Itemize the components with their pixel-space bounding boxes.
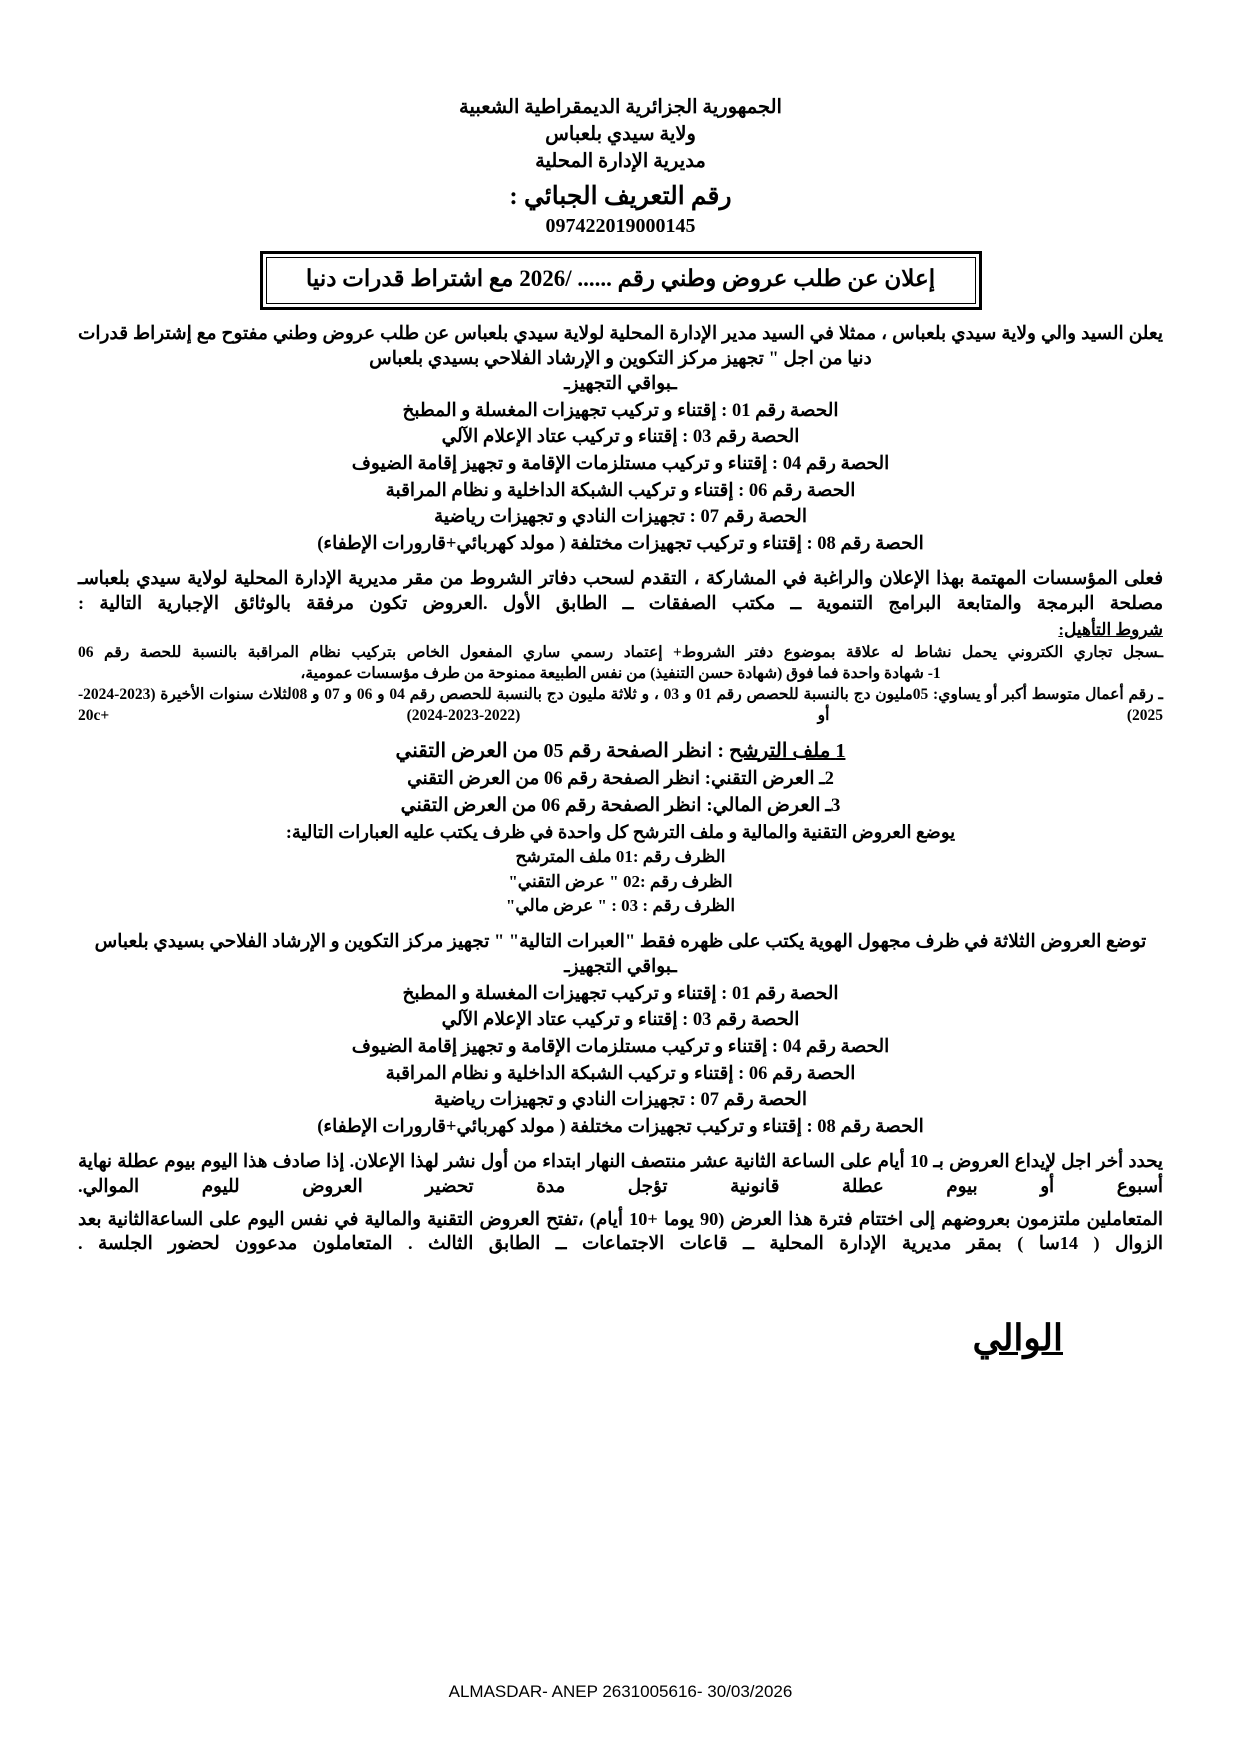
file-item-text: العرض المالي: انظر الصفحة رقم 06 من العرض التقني xyxy=(400,795,826,817)
lot-item: الحصة رقم 08 : إقتناء و تركيب تجهيزات مختلفة ( مولد كهربائي+قارورات الإطفاء) xyxy=(317,1116,924,1137)
envelope-item-3: الظرف رقم : 03 : " عرض مالي" xyxy=(505,895,736,915)
lot-item: الحصة رقم 04 : إقتناء و تركيب مستلزمات الإقامة و تجهيز إقامة الضيوف xyxy=(351,1036,890,1057)
lot-item: الحصة رقم 07 : تجهيزات النادي و تجهيزات رياضية xyxy=(434,1090,807,1111)
lot-item: الحصة رقم 08 : إقتناء و تركيب تجهيزات مختلفة ( مولد كهربائي+قارورات الإطفاء) xyxy=(317,533,924,554)
lot-item: الحصة رقم 03 : إقتناء و تركيب عتاد الإعلام الآلي xyxy=(441,1010,800,1031)
announcement-title: إعلان عن طلب عروض وطني رقم ...... /2026 مع اشتراط قدرات دنيا xyxy=(305,266,936,292)
envelope-item-1: الظرف رقم :01 ملف المترشح xyxy=(515,847,726,867)
intro-paragraph: يعلن السيد والي ولاية سيدي بلعباس ، ممثلا في السيد مدير الإدارة المحلية لولاية سيدي بلعباس عن طلب عروض وطني مفتوح مع إشتراط قدرات دنيا من اجل " تجهيز مركز التكوين و الإرشاد الفلاحي بسيدي بلعباس xyxy=(78,324,1163,369)
qualification-item: ـسجل تجاري الكتروني يحمل نشاط له علاقة بموضوع دفتر الشروط+ إعتماد رسمي ساري المفعول الخاص بتركيب نظام المراقبة بالنسبة للحصة رقم 06 xyxy=(78,644,1163,662)
document-sheet xyxy=(78,95,1163,1359)
deadline-paragraph-1: يحدد أخر اجل لإيداع العروض بـ 10 أيام على الساعة الثانية عشر منتصف النهار ابتداء من أول نشر لهذا الإعلان. إذا صادف هذا اليوم بيوم عطلة نهاية أسبوع أو بيوم عطلة قانونية تؤجل مدة تحضير العروض لليوم الموالي. xyxy=(78,1151,1163,1196)
outer-envelope-subtitle: ـبواقي التجهيزـ xyxy=(564,957,677,978)
signature-block xyxy=(78,1317,1163,1359)
lot-item: الحصة رقم 01 : إقتناء و تركيب تجهيزات المغسلة و المطبخ xyxy=(402,400,839,421)
signature-label: الوالي xyxy=(972,1317,1063,1358)
announcement-title-box-inner xyxy=(266,257,976,304)
header-republic: الجمهورية الجزائرية الديمقراطية الشعبية xyxy=(459,97,782,118)
header-nif-label: رقم التعريف الجبائي : xyxy=(509,182,732,210)
file-item-number: 3ـ xyxy=(825,795,841,817)
document-header xyxy=(78,95,1163,239)
lot-item: الحصة رقم 06 : إقتناء و تركيب الشبكة الداخلية و نظام المراقبة xyxy=(385,1063,856,1084)
header-wilaya: ولاية سيدي بلعباس xyxy=(545,123,696,145)
envelope-item-2: الظرف رقم :02 " عرض التقني" xyxy=(508,871,733,891)
header-directorate: مديرية الإدارة المحلية xyxy=(535,150,706,172)
lots-list-primary xyxy=(78,398,1163,558)
lot-item: الحصة رقم 03 : إقتناء و تركيب عتاد الإعلام الآلي xyxy=(441,427,800,448)
qualification-item: 1- شهادة واحدة فما فوق (شهادة حسن التنفيذ) من نفس الطبيعة ممنوحة من طرف مؤسسات عمومية، xyxy=(300,665,941,683)
outer-envelope-paragraph: توضع العروض الثلاثة في ظرف مجهول الهوية يكتب على ظهره فقط "العبرات التالية" " تجهيز مركز التكوين و الإرشاد الفلاحي بسيدي بلعباس xyxy=(94,931,1147,952)
file-item-text: : انظر الصفحة رقم 05 من العرض التقني xyxy=(395,739,730,762)
qualification-heading: شروط التأهيل: xyxy=(1058,619,1163,639)
lot-item: الحصة رقم 06 : إقتناء و تركيب الشبكة الداخلية و نظام المراقبة xyxy=(385,480,856,501)
intro-subtitle: ـبواقي التجهيزـ xyxy=(564,374,677,395)
file-item-financial xyxy=(78,792,1163,820)
file-item-number: 1 ملف الترشح xyxy=(729,739,846,762)
participation-paragraph: فعلى المؤسسات المهتمة بهذا الإعلان والراغبة في المشاركة ، التقدم لسحب دفاتر الشروط من مقر مديرية الإدارة المحلية لولاية سيدي بلعباسـ مصلحة البرمجة والمتابعة البرامج التنموية ــ مكتب الصفقات ــ الطابق الأول .العروض تكون مرفقة بالوثائق الإجبارية التالية : xyxy=(78,568,1163,613)
lot-item: الحصة رقم 07 : تجهيزات النادي و تجهيزات رياضية xyxy=(434,507,807,528)
files-list xyxy=(78,737,1163,820)
file-item-number: 2ـ xyxy=(819,768,834,789)
announcement-title-box xyxy=(260,251,982,310)
lot-item: الحصة رقم 01 : إقتناء و تركيب تجهيزات المغسلة و المطبخ xyxy=(402,983,839,1004)
document-footer: ALMASDAR- ANEP 2631005616- 30/03/2026 xyxy=(448,1682,793,1701)
file-item-text: العرض التقني: انظر الصفحة رقم 06 من العرض التقني xyxy=(407,768,820,789)
file-item-technical xyxy=(78,766,1163,793)
lots-list-secondary xyxy=(78,981,1163,1141)
deadline-paragraph-2: المتعاملين ملتزمون بعروضهم إلى اختتام فترة هذا العرض (90 يوما +10 أيام) ،تفتح العروض التقنية والمالية في نفس اليوم على الساعةالثانية بعد الزوال ( 14سا ) بمقر مديرية الإدارة المحلية ــ قاعات الاجتماعات ــ الطابق الثالث . المتعاملون مدعوون لحضور الجلسة . xyxy=(78,1208,1164,1253)
header-nif-value: 097422019000145 xyxy=(545,215,696,238)
qualification-item: ـ رقم أعمال متوسط أكبر أو يساوي: 05مليون دج بالنسبة للحصص رقم 01 و 03 ، و ثلاثة مليون دج بالنسبة للحصص رقم 04 و 06 و 07 و 08لثلاث سنوات الأخيرة (2023-2024-2025) أو (2022-2023-2024) +20c xyxy=(78,686,1163,725)
lot-item: الحصة رقم 04 : إقتناء و تركيب مستلزمات الإقامة و تجهيز إقامة الضيوف xyxy=(351,453,890,474)
file-item-candidature xyxy=(78,737,1163,766)
envelopes-intro: يوضع العروض التقنية والمالية و ملف الترشح كل واحدة في ظرف يكتب عليه العبارات التالية: xyxy=(285,821,956,842)
